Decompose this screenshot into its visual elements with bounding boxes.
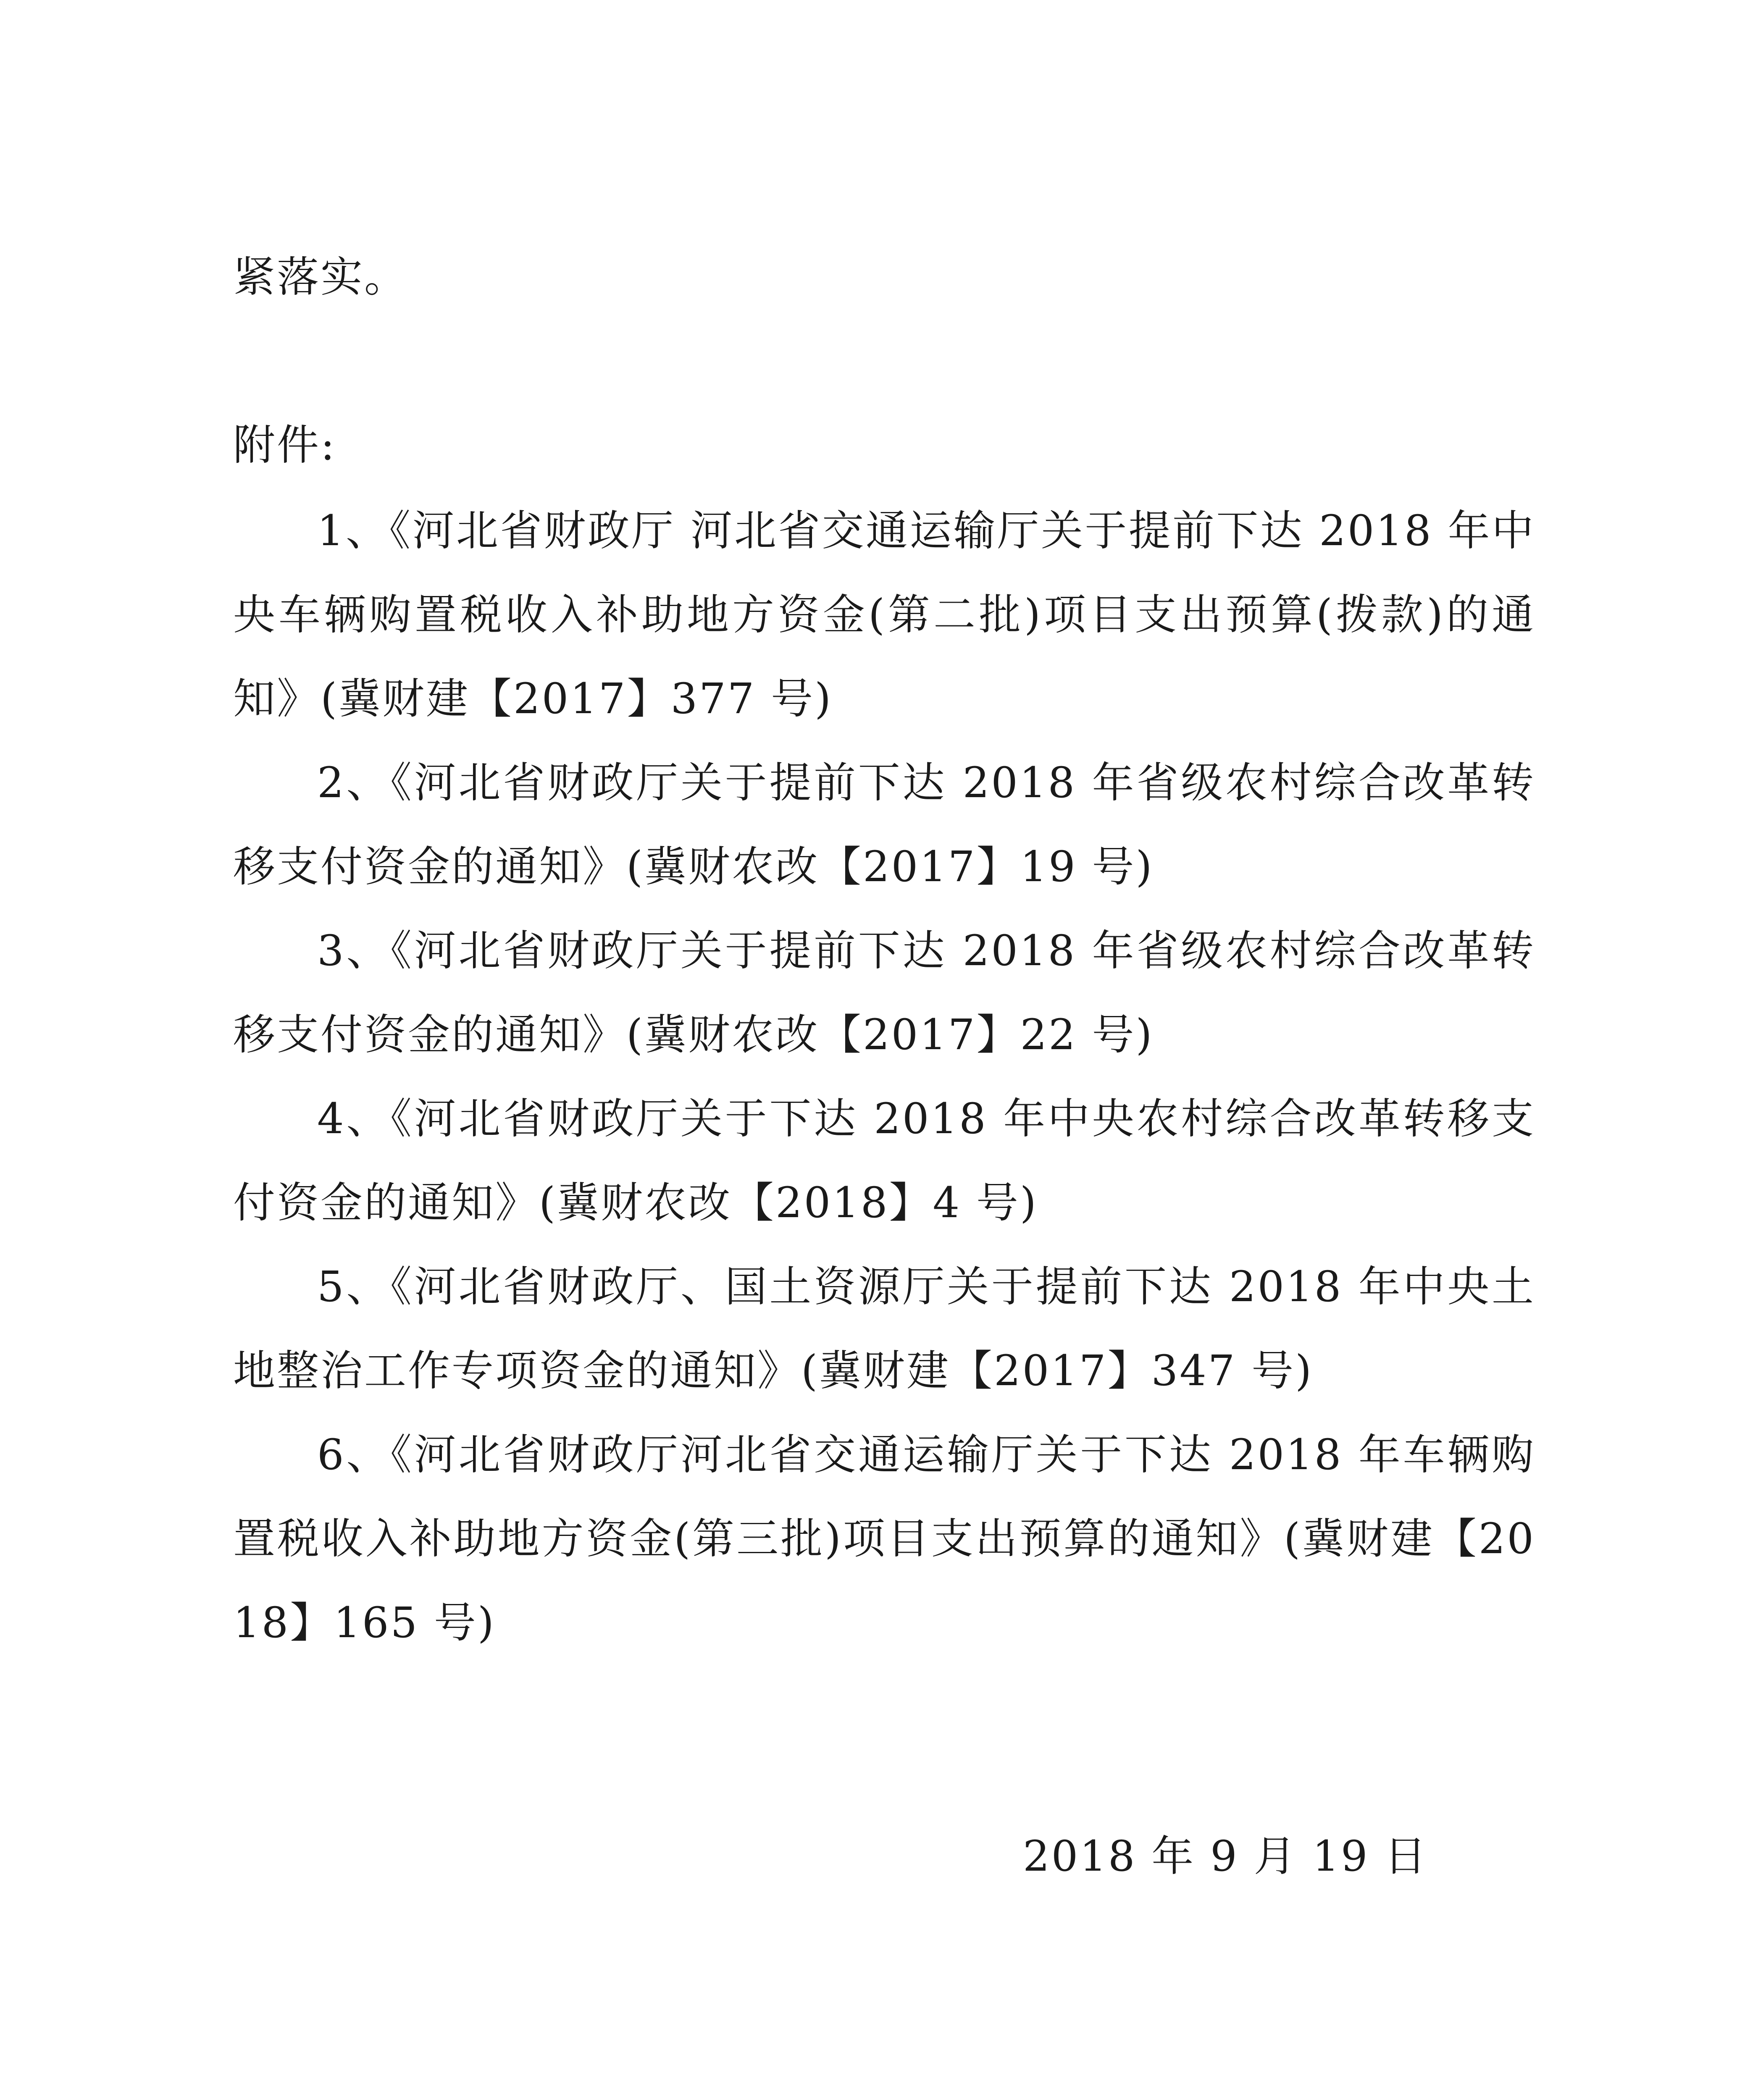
attachment-item-4: 4、《河北省财政厅关于下达 2018 年中央农村综合改革转移支付资金的通知》(冀财农改【2018】4 号) (233, 1094, 1535, 1227)
attachments-heading: 附件: (233, 420, 336, 470)
attachment-item-3: 3、《河北省财政厅关于提前下达 2018 年省级农村综合改革转移支付资金的通知》(冀财农改【2017】22 号) (233, 926, 1535, 1059)
continuation-text: 紧落实。 (233, 252, 408, 302)
attachment-item-6: 6、《河北省财政厅河北省交通运输厅关于下达 2018 年车辆购置税收入补助地方资金(第三批)项目支出预算的通知》(冀财建【2018】165 号) (233, 1430, 1535, 1647)
attachment-item-5: 5、《河北省财政厅、国土资源厅关于提前下达 2018 年中央土地整治工作专项资金的通知》(冀财建【2017】347 号) (233, 1262, 1535, 1395)
issue-date: 2018 年 9 月 19 日 (1023, 1832, 1428, 1881)
attachment-item-1: 1、《河北省财政厅 河北省交通运输厅关于提前下达 2018 年中央车辆购置税收入补助地方资金(第二批)项目支出预算(拨款)的通知》(冀财建【2017】377 号) (233, 506, 1535, 723)
attachments-list (233, 489, 1535, 1665)
attachment-item-2: 2、《河北省财政厅关于提前下达 2018 年省级农村综合改革转移支付资金的通知》(冀财农改【2017】19 号) (233, 758, 1535, 891)
